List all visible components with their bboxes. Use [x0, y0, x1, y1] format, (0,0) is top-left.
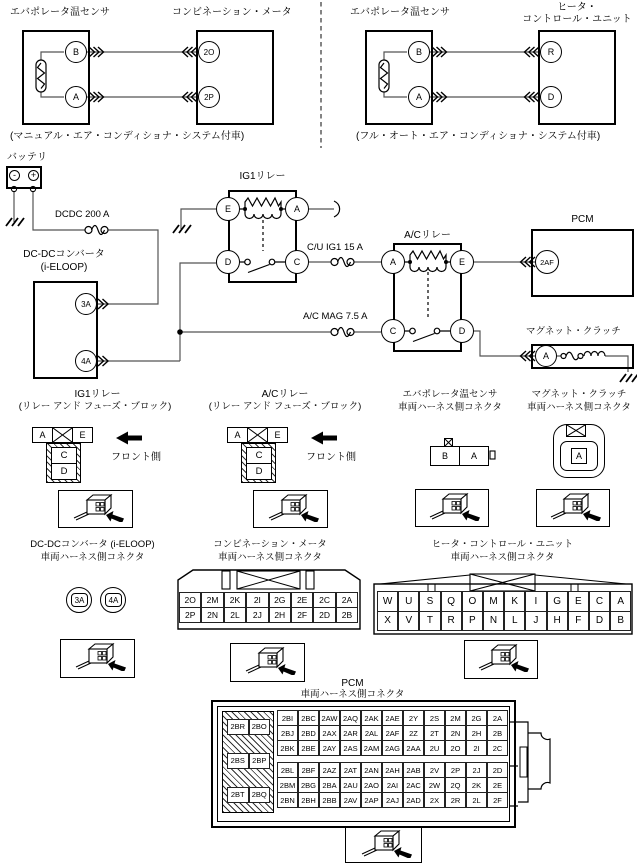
evap-sensor-title-right: エバポレータ温センサ	[350, 7, 450, 18]
pin-cell-d: D	[246, 463, 272, 480]
pin-cell: 2AV	[340, 792, 361, 808]
pin-cell-a: A	[32, 427, 53, 443]
pin-cell-e: E	[267, 427, 288, 443]
pin-cell-b: B	[430, 446, 460, 466]
terminal-d: D	[540, 86, 562, 108]
pin-cell: 2AZ	[319, 762, 340, 778]
ig1-conn-cd-block	[51, 447, 77, 480]
connector-3d-icon	[262, 492, 320, 527]
pin-cell: Q	[441, 591, 462, 612]
pin-cell: 2I	[246, 592, 268, 608]
pin-cell: 2L	[224, 607, 246, 623]
pin-cell: 2L	[466, 792, 487, 808]
pcm-conn-grid-bottom	[277, 762, 508, 808]
pin-cell: 2BR	[227, 719, 249, 735]
pin-cell: 2D	[487, 762, 508, 778]
pin-cell: 2Y	[403, 710, 424, 726]
pin-cell: 2AW	[319, 710, 340, 726]
pin-cell: 2AM	[361, 740, 382, 756]
meter-conn-title-1: コンビネーション・メータ	[213, 539, 327, 550]
pin-cell: 2BF	[298, 762, 319, 778]
battery-minus-terminal: -	[9, 170, 20, 181]
terminal-r: R	[540, 41, 562, 63]
terminal-c: C	[381, 319, 405, 343]
pin-cell: H	[547, 611, 568, 632]
pin-cell-e: E	[72, 427, 93, 443]
pin-cell: 2Z	[403, 725, 424, 741]
pin-cell: 2B	[336, 607, 358, 623]
terminal-a: A	[285, 197, 309, 221]
pin-cell: 2BK	[277, 740, 298, 756]
pin-cell: 2BH	[298, 792, 319, 808]
pin-cell-a: A	[571, 448, 587, 464]
pin-cell: D	[589, 611, 610, 632]
fuse-ac-mag-label: A/C MAG 7.5 A	[303, 311, 368, 322]
pin-cell: G	[547, 591, 568, 612]
connector-3d-icon	[355, 828, 413, 863]
connector-photo-meter	[230, 643, 305, 682]
pin-cell: 2AF	[382, 725, 403, 741]
pin-cell: 2T	[424, 725, 445, 741]
pin-cell: V	[398, 611, 419, 632]
pin-cell: 2O	[445, 740, 466, 756]
connector-3d-icon	[239, 645, 297, 680]
pin-cell: 2A	[336, 592, 358, 608]
pcm-label: PCM	[571, 214, 594, 225]
pin-cell: 2AP	[361, 792, 382, 808]
pcm-conn-grid-top	[277, 710, 508, 756]
pin-cell: 2AQ	[340, 710, 361, 726]
pin-cell: 2AR	[340, 725, 361, 741]
pin-cell: 2M	[445, 710, 466, 726]
pin-cell: 2F	[487, 792, 508, 808]
pin-cell: 2AS	[340, 740, 361, 756]
pin-cell: 2AO	[361, 777, 382, 793]
pin-cell: 2Q	[445, 777, 466, 793]
pin-cell: 2K	[466, 777, 487, 793]
evap-conn-title-1: エバポレータ温センサ	[402, 389, 498, 400]
terminal-a: A	[408, 86, 430, 108]
pin-cell: 2O	[179, 592, 201, 608]
pin-cell: 2P	[445, 762, 466, 778]
pin-cell: 2E	[291, 592, 313, 608]
pin-cell: S	[419, 591, 440, 612]
pin-cell: P	[462, 611, 483, 632]
pin-cell: 2E	[487, 777, 508, 793]
dcdc-title-1: DC-DCコンバータ	[23, 249, 105, 260]
ig1-relay-label: IG1リレー	[239, 171, 286, 182]
pin-cell: 2C	[313, 592, 335, 608]
pin-cell: 2BQ	[249, 787, 271, 803]
pin-cell: N	[483, 611, 504, 632]
pin-cell: 2BL	[277, 762, 298, 778]
pcm-connector-latch	[510, 722, 550, 806]
ac-conn-subtitle: (リレー アンド フューズ・ブロック)	[208, 401, 362, 412]
pcm-conn-side-row-3	[227, 787, 270, 803]
ac-conn-pinrow	[227, 427, 288, 443]
keyway-cross-icon	[247, 427, 268, 443]
connector-3d-icon	[423, 491, 481, 526]
pin-cell: 2BG	[298, 777, 319, 793]
pin-cell: 2BM	[277, 777, 298, 793]
pin-cell: O	[462, 591, 483, 612]
front-direction-arrow-icon	[311, 431, 337, 450]
heater-conn-title-2: 車両ハーネス側コネクタ	[450, 552, 555, 563]
pin-cell: 2AT	[340, 762, 361, 778]
pin-cell: 2P	[179, 607, 201, 623]
pin-cell: 2AD	[403, 792, 424, 808]
pin-cell-a: A	[227, 427, 248, 443]
dcdc-conn-title-2: 車両ハーネス側コネクタ	[40, 552, 145, 563]
connector-photo-evap-sensor	[415, 489, 489, 527]
connector-3d-icon	[472, 642, 530, 677]
pin-cell: 2N	[201, 607, 223, 623]
pin-cell: K	[504, 591, 525, 612]
full-auto-ac-caption: (フル・オート・エア・コンディショナ・システム付車)	[356, 131, 601, 142]
pin-cell: 2M	[201, 592, 223, 608]
terminal-d: D	[216, 250, 240, 274]
clutch-conn-title-1: マグネット・クラッチ	[531, 389, 627, 400]
pin-cell: M	[483, 591, 504, 612]
wire-junction-dot	[177, 329, 183, 335]
connector-photo-ac-relay	[253, 490, 328, 528]
fuse-dcdc-label: DCDC 200 A	[55, 209, 110, 220]
terminal-a: A	[381, 250, 405, 274]
pin-cell: 2B	[487, 725, 508, 741]
ig1-conn-subtitle: (リレー アンド フューズ・ブロック)	[18, 401, 172, 412]
terminal-2o: 2O	[198, 41, 220, 63]
ac-conn-cd-block	[246, 447, 272, 480]
terminal-2af: 2AF	[535, 250, 559, 274]
pin-cell: 2AK	[361, 710, 382, 726]
pin-cell: 2BJ	[277, 725, 298, 741]
front-side-label: フロント側	[111, 452, 161, 463]
connector-tab	[490, 451, 495, 459]
clutch-conn-title-2: 車両ハーネス側コネクタ	[527, 402, 631, 413]
pin-cell: 2AJ	[382, 792, 403, 808]
pcm-conn-title-2: 車両ハーネス側コネクタ	[300, 689, 405, 700]
pin-cell: I	[525, 591, 546, 612]
pin-cell: 2U	[424, 740, 445, 756]
keyway-cross-icon	[52, 427, 73, 443]
pin-cell: 2AY	[319, 740, 340, 756]
evap-sensor-title-left: エバポレータ温センサ	[10, 7, 110, 18]
connector-photo-ig1-relay	[58, 490, 133, 528]
pin-cell: 2N	[445, 725, 466, 741]
pin-cell: 2S	[424, 710, 445, 726]
pin-cell: 2BT	[227, 787, 249, 803]
front-side-label: フロント側	[306, 452, 356, 463]
dcdc-title-2: (i-ELOOP)	[40, 262, 88, 273]
pin-cell: 2J	[246, 607, 268, 623]
evap-conn-title-2: 車両ハーネス側コネクタ	[398, 402, 502, 413]
pin-cell: A	[610, 591, 631, 612]
terminal-e: E	[216, 197, 240, 221]
pin-cell: B	[610, 611, 631, 632]
pin-cell: 2R	[445, 792, 466, 808]
pin-cell-a: A	[459, 446, 489, 466]
pin-cell: 2AX	[319, 725, 340, 741]
pin-cell: 2F	[291, 607, 313, 623]
heater-conn-title-1: ヒータ・コントロール・ユニット	[431, 539, 574, 550]
ig1-conn-title: IG1リレー	[74, 389, 121, 400]
connector-3d-icon	[69, 641, 127, 676]
pin-cell: R	[441, 611, 462, 632]
heater-conn-pin-grid	[377, 591, 631, 631]
pin-cell-4a: 4A	[105, 593, 122, 607]
pin-cell: J	[525, 611, 546, 632]
connector-photo-pcm	[345, 827, 422, 863]
pin-cell: C	[589, 591, 610, 612]
manual-ac-caption: (マニュアル・エア・コンディショナ・システム付車)	[10, 131, 245, 142]
terminal-d: D	[450, 319, 474, 343]
pin-cell: 2H	[466, 725, 487, 741]
connector-photo-dcdc	[60, 639, 135, 678]
pcm-conn-side-row-2	[227, 753, 270, 769]
heater-unit-title-2: コントロール・ユニット	[522, 14, 632, 25]
combination-meter-title: コンビネーション・メータ	[172, 7, 292, 18]
keyway-cross-icon	[444, 438, 453, 447]
pin-cell: U	[398, 591, 419, 612]
fuse-cu-ig1-label: C/U IG1 15 A	[307, 242, 363, 253]
ac-relay-label: A/Cリレー	[404, 230, 451, 241]
connector-photo-magnet-clutch	[536, 489, 610, 527]
pin-cell: 2BO	[249, 719, 271, 735]
ig1-conn-pinrow	[32, 427, 93, 443]
pin-cell: E	[568, 591, 589, 612]
pin-cell: F	[568, 611, 589, 632]
terminal-e: E	[450, 250, 474, 274]
wire-break-icon	[334, 201, 340, 217]
pin-cell: 2D	[313, 607, 335, 623]
pin-cell: 2AG	[382, 740, 403, 756]
pcm-conn-side-row-1	[227, 719, 270, 735]
pin-cell: 2G	[466, 710, 487, 726]
pin-cell: 2AI	[382, 777, 403, 793]
pin-cell: 2BB	[319, 792, 340, 808]
battery-plus-terminal: +	[28, 170, 39, 181]
pin-cell: 2BP	[249, 753, 271, 769]
pin-cell: 2AC	[403, 777, 424, 793]
pin-cell: 2H	[269, 607, 291, 623]
pin-cell: 2AL	[361, 725, 382, 741]
terminal-b: B	[408, 41, 430, 63]
evap-conn-pinrow	[430, 446, 489, 466]
pin-cell: 2BI	[277, 710, 298, 726]
magnet-clutch-label: マグネット・クラッチ	[526, 326, 621, 337]
connector-3d-icon	[67, 492, 125, 527]
pin-cell-c: C	[51, 447, 77, 464]
pin-cell: 2BE	[298, 740, 319, 756]
pin-cell: 2X	[424, 792, 445, 808]
pin-cell: 2A	[487, 710, 508, 726]
pin-cell: 2BD	[298, 725, 319, 741]
terminal-b: B	[65, 41, 87, 63]
front-direction-arrow-icon	[116, 431, 142, 450]
terminal-c: C	[285, 250, 309, 274]
pin-cell: 2J	[466, 762, 487, 778]
heater-unit-title-1: ヒータ・	[557, 2, 597, 13]
pin-cell: 2AU	[340, 777, 361, 793]
pin-cell: 2BS	[227, 753, 249, 769]
pin-cell-3a: 3A	[71, 593, 88, 607]
meter-conn-pin-grid	[179, 592, 358, 623]
pin-cell: 2AN	[361, 762, 382, 778]
pin-cell-c: C	[246, 447, 272, 464]
pin-cell: T	[419, 611, 440, 632]
terminal-2p: 2P	[198, 86, 220, 108]
battery-label: バッテリ	[7, 152, 47, 163]
terminal-a: A	[535, 345, 557, 367]
pin-cell: X	[377, 611, 398, 632]
ac-conn-title: A/Cリレー	[261, 389, 309, 400]
pin-cell: 2W	[424, 777, 445, 793]
pin-cell: 2BA	[319, 777, 340, 793]
terminal-a: A	[65, 86, 87, 108]
pin-cell: 2I	[466, 740, 487, 756]
pin-cell: W	[377, 591, 398, 612]
pcm-conn-title-1: PCM	[341, 678, 364, 689]
pin-cell: 2V	[424, 762, 445, 778]
meter-conn-title-2: 車両ハーネス側コネクタ	[218, 552, 322, 563]
pin-cell: 2K	[224, 592, 246, 608]
pin-cell: 2AA	[403, 740, 424, 756]
pin-cell: 2C	[487, 740, 508, 756]
pin-cell: 2G	[269, 592, 291, 608]
connector-photo-heater	[464, 640, 538, 679]
pin-cell: 2AE	[382, 710, 403, 726]
pin-cell-d: D	[51, 463, 77, 480]
terminal-3a: 3A	[75, 293, 97, 315]
dcdc-conn-title-1: DC-DCコンバータ (i-ELOOP)	[30, 539, 155, 550]
pin-cell: 2BN	[277, 792, 298, 808]
pin-cell: 2AH	[382, 762, 403, 778]
connector-3d-icon	[544, 491, 602, 526]
pin-cell: 2AB	[403, 762, 424, 778]
pin-cell: 2BC	[298, 710, 319, 726]
pin-cell: L	[504, 611, 525, 632]
terminal-4a: 4A	[75, 350, 97, 372]
keyway-cross-icon	[566, 424, 586, 437]
